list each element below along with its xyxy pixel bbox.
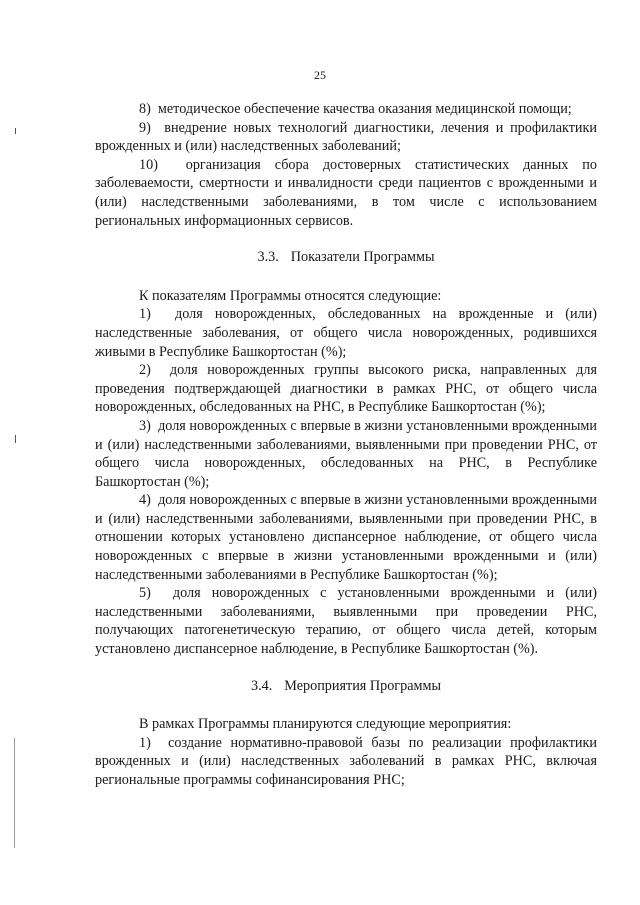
list-item: 1) создание нормативно-правовой базы по реализации профилактики врожденных и (или) наследственных заболеваний в рамках РНС, включая региональные программы софинансирования РНС; — [95, 734, 597, 788]
scan-mark — [15, 128, 16, 134]
section-heading-3-3 — [95, 248, 597, 267]
document-body — [95, 100, 597, 790]
scan-mark — [14, 738, 15, 848]
section-intro: В рамках Программы планируются следующие мероприятия: — [139, 716, 512, 733]
list-item: 8) методическое обеспечение качества оказания медицинской помощи; — [139, 101, 572, 117]
section-title: Показатели Программы — [290, 249, 435, 266]
page-number: 25 — [314, 68, 326, 82]
section-heading-3-4 — [95, 677, 597, 696]
list-item: 3) доля новорожденных с впервые в жизни установленными врожденными и (или) наследственными заболеваниями, выявленными при проведении РНС, от общего числа новорожденных, обследованных на РНС, в Республике Башкортостан (%); — [95, 417, 597, 490]
list-item: 4) доля новорожденных с впервые в жизни установленными врожденными и (или) наследственными заболеваниями, выявленными при проведении РНС, в отношении которых установлено диспансерное наблюдение, от общего числа новорожденных с впервые в жизни установленными врожденными и (или) наследственными заболеваниями в Республике Башкортостан (%); — [95, 492, 597, 583]
scan-mark — [15, 435, 16, 443]
list-item: 1) доля новорожденных, обследованных на врожденные и (или) наследственные заболевания, от общего числа новорожденных, родившихся живыми в Республике Башкортостан (%); — [95, 306, 597, 360]
section-intro: К показателям Программы относятся следующие: — [139, 287, 442, 304]
list-item: 5) доля новорожденных с установленными врожденными и (или) наследственными заболеваниями, выявленными при проведении РНС, получающих патогенетическую терапию, от общего числа детей, которым установлено диспансерное наблюдение, в Республике Башкортостан (%). — [95, 585, 597, 658]
section-number: 3.4. — [251, 677, 273, 694]
list-item: 2) доля новорожденных группы высокого риска, направленных для проведения подтверждающей диагностики в рамках РНС, от общего числа новорожденных, обследованных на РНС, в Республике Башкортостан (%); — [95, 362, 597, 416]
section-title: Мероприятия Программы — [284, 677, 441, 694]
list-item: 9) внедрение новых технологий диагностики, лечения и профилактики врожденных и (или) наследственных заболеваний; — [95, 119, 597, 155]
list-item: 10) организация сбора достоверных статистических данных по заболеваемости, смертности и инвалидности среди пациентов с врожденными и (или) наследственными заболеваниями, в том числе с использованием региональных информационных сервисов. — [95, 156, 597, 229]
section-number: 3.3. — [257, 249, 279, 266]
